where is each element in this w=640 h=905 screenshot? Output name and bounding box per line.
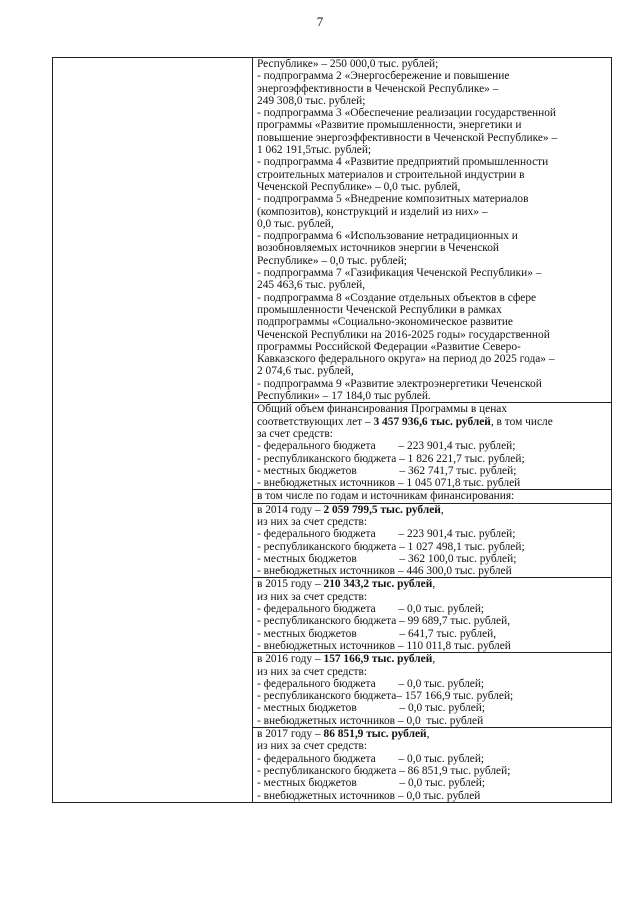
total-line-2-text: соответствующих лет – [257, 415, 374, 428]
year-2016-from: из них за счет средств: [257, 665, 368, 678]
year-2017-source-republican: - республиканского бюджета – 86 851,9 тыс. рублей; [257, 764, 511, 777]
year-2016-source-federal: - федерального бюджета – 0,0 тыс. рублей; [257, 677, 485, 690]
year-2017-from: из них за счет средств: [257, 740, 368, 753]
by-years-label: в том числе по годам и источникам финансирования: [253, 490, 612, 503]
subprogram-line: Республики» – 17 184,0 тыс рублей. [257, 390, 431, 403]
year-2016-label: в 2016 году – [257, 653, 324, 666]
year-2015-from: из них за счет средств: [257, 590, 368, 603]
year-2016-cell [253, 653, 612, 728]
subprogram-line: 1 062 191,5тыс. рублей; [257, 144, 372, 157]
subprogram-line: - подпрограмма 8 «Создание отдельных объектов в сфере [257, 291, 537, 304]
subprograms-list [257, 58, 608, 402]
subprogram-line: - подпрограмма 2 «Энергосбережение и повышение [257, 70, 510, 83]
subprogram-line: - подпрограмма 6 «Использование нетрадиционных и [257, 230, 518, 243]
year-2015-amount: 210 343,2 тыс. рублей [323, 578, 433, 591]
year-2017-amount: 86 851,9 тыс. рублей [323, 728, 427, 741]
year-2017-source-extrabudgetary: - внебюджетных источников – 0,0 тыс. рублей [257, 789, 481, 802]
subprogram-line: повышение энергоэффективности в Чеченской Республике» – [257, 131, 558, 144]
year-2014-source-federal: - федерального бюджета – 223 901,4 тыс. рублей; [257, 528, 516, 541]
year-2014-source-republican: - республиканского бюджета – 1 027 498,1 тыс. рублей; [257, 540, 525, 553]
subprogram-line: 0,0 тыс. рублей, [257, 217, 334, 230]
total-line-2 [257, 416, 608, 428]
year-2014-cell [253, 503, 612, 578]
year-2017-source-local: - местных бюджетов – 0,0 тыс. рублей; [257, 777, 486, 790]
label-cell-empty [53, 58, 253, 803]
subprogram-line: строительных материалов и строительной индустрии в [257, 168, 525, 181]
year-2016-amount: 157 166,9 тыс. рублей [323, 653, 433, 666]
year-2015-cell [253, 578, 612, 653]
subprogram-line: энергоэффективности в Чеченской Республике» – [257, 82, 499, 95]
subprogram-line: программы Российской Федерации «Развитие Северо- [257, 340, 521, 353]
year-2014-from: из них за счет средств: [257, 515, 368, 528]
total-source-local: - местных бюджетов – 362 741,7 тыс. рублей; [257, 464, 517, 477]
subprogram-line: - подпрограмма 9 «Развитие электроэнергетики Чеченской [257, 377, 542, 390]
subprogram-line: Кавказского федерального округа» на период до 2025 года» – [257, 353, 555, 366]
year-2017-tail: , [426, 728, 430, 741]
total-source-extrabudgetary: - внебюджетных источников – 1 045 071,8 тыс. рублей [257, 477, 521, 490]
year-2016-source-local: - местных бюджетов – 0,0 тыс. рублей; [257, 702, 486, 715]
year-2014-tail: , [440, 503, 444, 516]
year-2014-source-local: - местных бюджетов – 362 100,0 тыс. рублей; [257, 552, 517, 565]
total-funding-cell [253, 403, 612, 490]
total-line-1: Общий объем финансирования Программы в ценах [257, 403, 508, 416]
total-line-3: за счет средств: [257, 427, 333, 440]
year-2015-source-federal: - федерального бюджета – 0,0 тыс. рублей; [257, 603, 485, 616]
total-source-federal: - федерального бюджета – 223 901,4 тыс. рублей; [257, 440, 516, 453]
subprogram-line: Чеченской Республике» – 0,0 тыс. рублей, [257, 180, 461, 193]
program-passport-table [52, 57, 612, 803]
year-2016-source-republican: - республиканского бюджета– 157 166,9 тыс. рублей; [257, 690, 514, 703]
year-2017-heading [257, 728, 608, 740]
subprogram-line: 245 463,6 тыс. рублей, [257, 279, 366, 292]
subprogram-line: 2 074,6 тыс. рублей, [257, 365, 354, 378]
year-2015-source-local: - местных бюджетов – 641,7 тыс. рублей, [257, 627, 497, 640]
year-2015-source-extrabudgetary: - внебюджетных источников – 110 011,8 тыс. рублей [257, 639, 511, 652]
year-2017-label: в 2017 году – [257, 728, 324, 741]
total-source-republican: - республиканского бюджета – 1 826 221,7 тыс. рублей; [257, 452, 525, 465]
subprogram-line: возобновляемых источников энергии в Чеченской [257, 242, 500, 255]
year-2016-source-extrabudgetary: - внебюджетных источников – 0,0 тыс. рублей [257, 714, 484, 727]
year-2016-heading [257, 653, 608, 665]
subprogram-line: Чеченской Республики на 2016-2025 годы» государственной [257, 328, 550, 341]
year-2014-heading [257, 504, 608, 516]
subprogram-line: промышленности Чеченской Республики в рамках [257, 303, 502, 316]
subprogram-line: (композитов), конструкций и изделий из них» – [257, 205, 488, 218]
subprogram-line: - подпрограмма 5 «Внедрение композитных материалов [257, 193, 529, 206]
year-2014-amount: 2 059 799,5 тыс. рублей [323, 503, 441, 516]
year-2017-cell [253, 728, 612, 803]
subprogram-line: - подпрограмма 3 «Обеспечение реализации государственной [257, 107, 556, 120]
subprogram-line: Республике» – 0,0 тыс. рублей; [257, 254, 407, 267]
year-2015-heading [257, 578, 608, 590]
year-2017-source-federal: - федерального бюджета – 0,0 тыс. рублей; [257, 752, 485, 765]
subprogram-line: подпрограммы «Социально-экономическое развитие [257, 316, 513, 329]
subprogram-line: - подпрограмма 7 «Газификация Чеченской Республики» – [257, 267, 542, 280]
subprogram-line: - подпрограмма 4 «Развитие предприятий промышленности [257, 156, 549, 169]
year-2016-tail: , [432, 653, 436, 666]
subprogram-line: программы «Развитие промышленности, энергетики и [257, 119, 522, 132]
year-2014-source-extrabudgetary: - внебюджетных источников – 446 300,0 тыс. рублей [257, 565, 512, 578]
table-row [53, 58, 612, 403]
total-line-2-tail: , в том числе [490, 415, 553, 428]
year-2015-tail: , [432, 578, 436, 591]
page-number: 7 [316, 14, 324, 29]
year-2015-label: в 2015 году – [257, 578, 324, 591]
subprograms-cell [253, 58, 612, 403]
year-2015-source-republican: - республиканского бюджета – 99 689,7 тыс. рублей, [257, 615, 511, 628]
subprogram-line: Республике» – 250 000,0 тыс. рублей; [257, 58, 439, 70]
year-2014-label: в 2014 году – [257, 503, 324, 516]
total-amount: 3 457 936,6 тыс. рублей [373, 415, 491, 428]
subprogram-line: 249 308,0 тыс. рублей; [257, 94, 366, 107]
